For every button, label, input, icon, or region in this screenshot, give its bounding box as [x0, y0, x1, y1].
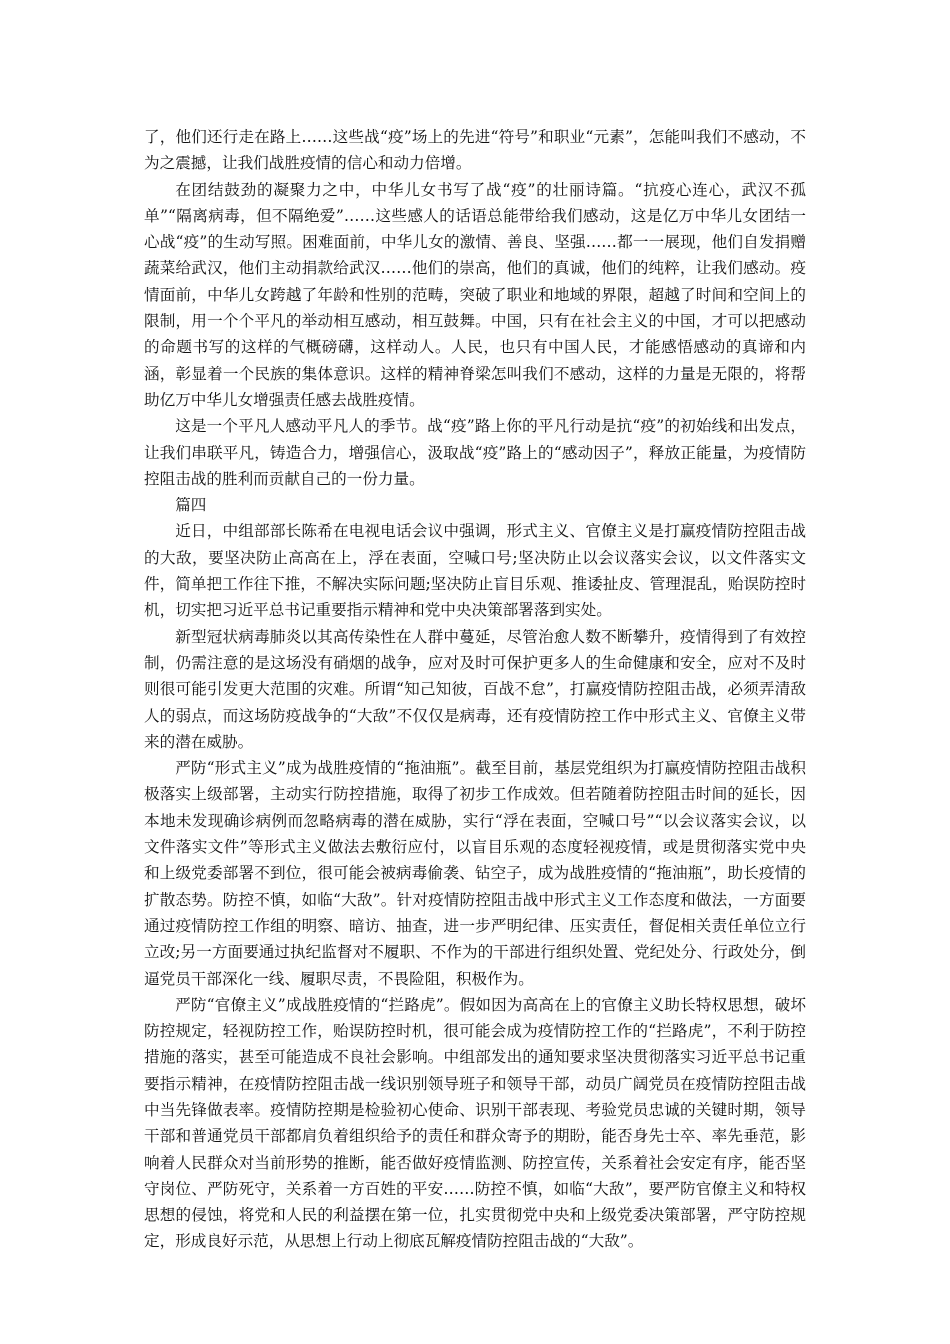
paragraph-7: 严防“形式主义”成为战胜疫情的“拖油瓶”。截至目前，基层党组织为打赢疫情防控阻击战积极落实上级部署，主动实行防控措施，取得了初步工作成效。但若随着防控阻击时间的延长，因本地未发现确诊病例而忽略病毒的潜在威胁，实行“浮在表面，空喊口号”“以会议落实会议，以文件落实文件”等形式主义做法去敷衍应付，以盲目乐观的态度轻视疫情，或是贯彻落实党中央和上级党委部署不到位，很可能会被病毒偷袭、钻空子，成为战胜疫情的“拖油瓶”，助长疫情的扩散态势。防控不慎，如临“大敌”。针对疫情防控阻击战中形式主义工作态度和做法，一方面要通过疫情防控工作组的明察、暗访、抽查，进一步严明纪律、压实责任，督促相关责任单位立行立改;另一方面要通过执纪监督对不履职、不作为的干部进行组织处置、党纪处分、行政处分，倒逼党员干部深化一线、履职尽责，不畏险阻，积极作为。 [144, 759, 806, 988]
paragraph-1: 了，他们还行走在路上……这些战“疫”场上的先进“符号”和职业“元素”，怎能叫我们不感动，不为之震撼，让我们战胜疫情的信心和动力倍增。 [144, 128, 806, 173]
paragraph-8: 严防“官僚主义”成战胜疫情的“拦路虎”。假如因为高高在上的官僚主义助长特权思想，破坏防控规定，轻视防控工作，贻误防控时机，很可能会成为疫情防控工作的“拦路虎”，不利于防控措施的落实，甚至可能造成不良社会影响。中组部发出的通知要求坚决贯彻落实习近平总书记重要指示精神，在疫情防控阻击战一线识别领导班子和领导干部，动员广阔党员在疫情防控阻击战中当先锋做表率。疫情防控期是检验初心使命、识别干部表现、考验党员忠诚的关键时期，领导干部和普通党员干部都肩负着组织给予的责任和群众寄予的期盼，能否身先士卒、率先垂范，影响着人民群众对当前形势的推断，能否做好疫情监测、防控宣传，关系着社会安定有序，能否坚守岗位、严防死守，关系着一方百姓的平安……防控不慎，如临“大敌”，要严防官僚主义和特权思想的侵蚀，将党和人民的利益摆在第一位，扎实贯彻党中央和上级党委决策部署，严守防控规定，形成良好示范，从思想上行动上彻底瓦解疫情防控阻击战的“大敌”。 [144, 995, 806, 1251]
paragraph-6: 新型冠状病毒肺炎以其高传染性在人群中蔓延，尽管治愈人数不断攀升，疫情得到了有效控制，仍需注意的是这场没有硝烟的战争，应对及时可保护更多人的生命健康和安全，应对不及时则很可能引发更大范围的灾难。所谓“知己知彼，百战不怠”，打赢疫情防控阻击战，必须弄清敌人的弱点，而这场防疫战争的“大敌”不仅仅是病毒，还有疫情防控工作中形式主义、官僚主义带来的潜在威胁。 [144, 627, 806, 751]
document-body [144, 124, 806, 1255]
paragraph-2: 在团结鼓劲的凝聚力之中，中华儿女书写了战“疫”的壮丽诗篇。“抗疫心连心，武汉不孤单”“隔离病毒，但不隔绝爱”……这些感人的话语总能带给我们感动，这是亿万中华儿女团结一心战“疫”的生动写照。困难面前，中华儿女的激情、善良、坚强……都一一展现，他们自发捐赠蔬菜给武汉，他们主动捐款给武汉……他们的崇高，他们的真诚，他们的纯粹，让我们感动。疫情面前，中华儿女跨越了年龄和性别的范畴，突破了职业和地域的界限，超越了时间和空间上的限制，用一个个平凡的举动相互感动，相互鼓舞。中国，只有在社会主义的中国，才可以把感动的命题书写的这样的气概磅礴，这样动人。人民，也只有中国人民，才能感悟感动的真谛和内涵，彰显着一个民族的集体意识。这样的精神脊梁怎叫我们不感动，这样的力量是无限的，将帮助亿万中华儿女增强责任感去战胜疫情。 [144, 180, 806, 409]
section-heading: 篇四 [175, 496, 207, 515]
paragraph-5: 近日，中组部部长陈希在电视电话会议中强调，形式主义、官僚主义是打赢疫情防控阻击战的大敌，要坚决防止高高在上，浮在表面，空喊口号;坚决防止以会议落实会议，以文件落实文件，简单把工作往下推，不解决实际问题;坚决防止盲目乐观、推诿扯皮、管理混乱，贻误防控时机，切实把习近平总书记重要指示精神和党中央决策部署落到实处。 [144, 522, 806, 620]
paragraph-3: 这是一个平凡人感动平凡人的季节。战“疫”路上你的平凡行动是抗“疫”的初始线和出发点，让我们串联平凡，铸造合力，增强信心，汲取战“疫”路上的“感动因子”，释放正能量，为疫情防控阻击战的胜利而贡献自己的一份力量。 [144, 417, 806, 488]
